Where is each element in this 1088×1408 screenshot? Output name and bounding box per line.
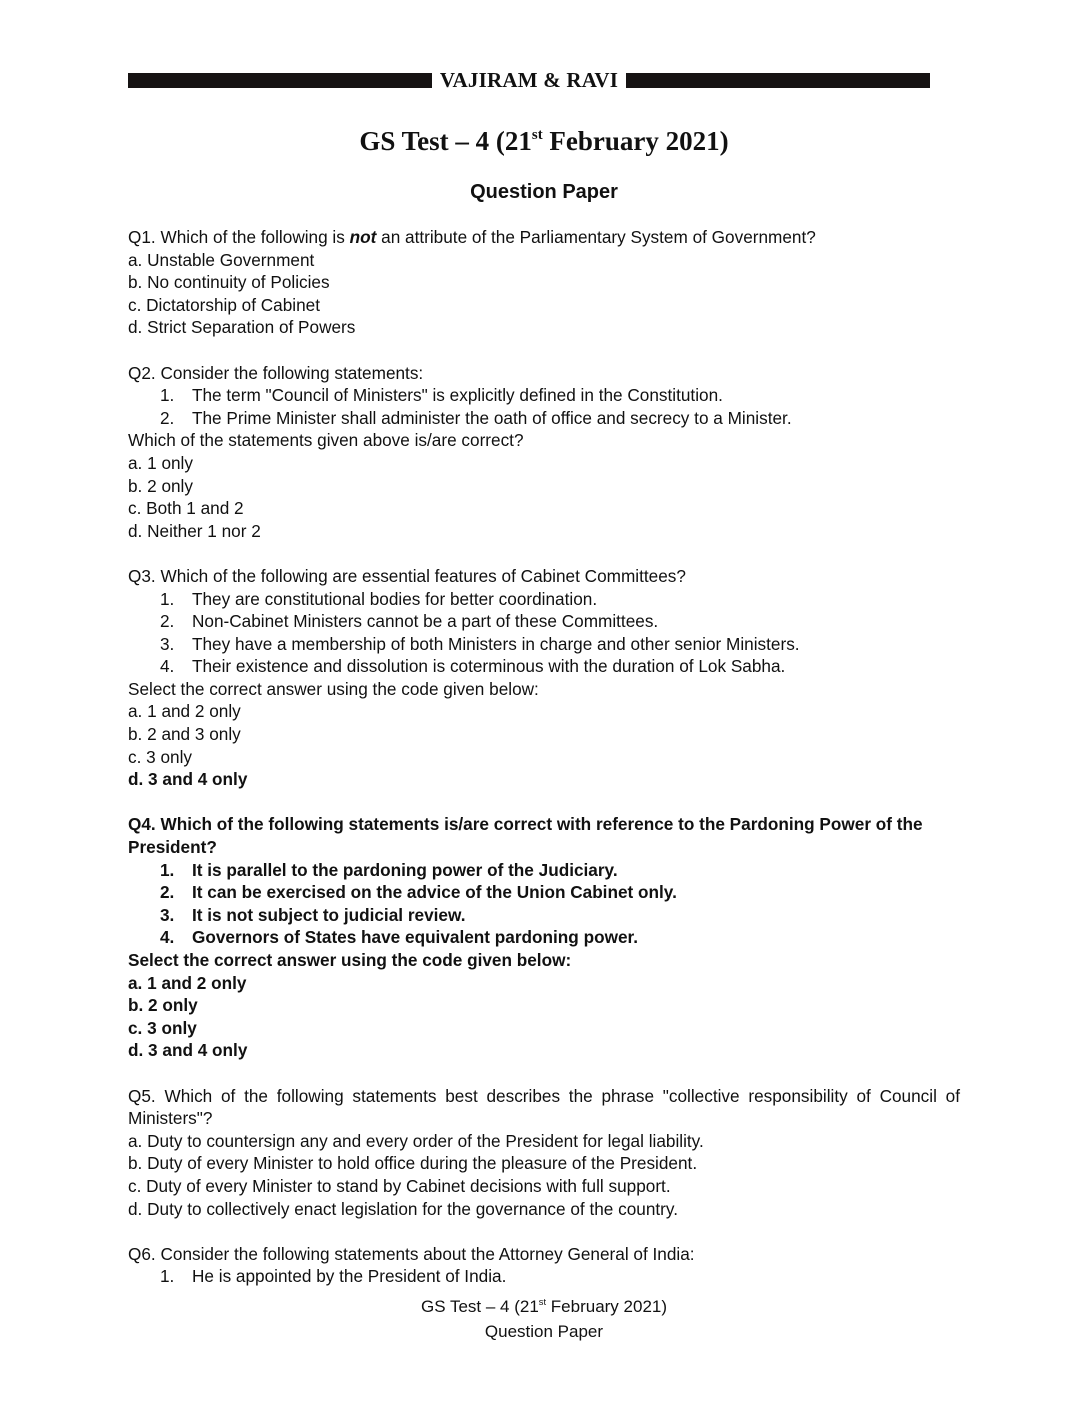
statement bbox=[128, 859, 960, 882]
banner-bar-left bbox=[128, 73, 432, 88]
spacer bbox=[128, 542, 960, 565]
option: a. 1 and 2 only bbox=[128, 972, 247, 993]
spacer bbox=[128, 791, 960, 814]
question-prompt bbox=[128, 226, 960, 249]
page-title bbox=[0, 126, 1088, 157]
question-q6 bbox=[128, 1243, 960, 1288]
option: c. Dictatorship of Cabinet bbox=[128, 294, 321, 315]
option: c. 3 only bbox=[128, 746, 193, 767]
question-prompt: Q6. Consider the following statements about the Attorney General of India: bbox=[128, 1243, 695, 1264]
statement-text: The Prime Minister shall administer the oath of office and secrecy to a Minister. bbox=[192, 407, 792, 428]
statement-text: Governors of States have equivalent pardoning power. bbox=[192, 927, 639, 948]
option: c. Both 1 and 2 bbox=[128, 498, 244, 519]
question-q5 bbox=[128, 1085, 960, 1221]
question-prompt: Q3. Which of the following are essential features of Cabinet Committees? bbox=[128, 565, 686, 586]
footer-title-superscript: st bbox=[538, 1297, 547, 1307]
option: b. 2 and 3 only bbox=[128, 724, 241, 745]
option: b. No continuity of Policies bbox=[128, 272, 330, 293]
option: c. Duty of every Minister to stand by Cabinet decisions with full support. bbox=[128, 1175, 671, 1196]
option: a. 1 and 2 only bbox=[128, 701, 241, 722]
option: b. Duty of every Minister to hold office during the pleasure of the President. bbox=[128, 1153, 698, 1174]
title-text-end: February 2021) bbox=[542, 126, 729, 156]
option: d. Duty to collectively enact legislation for the governance of the country. bbox=[128, 1198, 678, 1219]
statement bbox=[128, 384, 960, 407]
footer-title-text: GS Test – 4 (21 bbox=[420, 1297, 539, 1316]
statement-number: 4. bbox=[160, 656, 175, 677]
statement-text: It can be exercised on the advice of the Union Cabinet only. bbox=[192, 882, 677, 903]
option: b. 2 only bbox=[128, 995, 198, 1016]
statement-text: It is not subject to judicial review. bbox=[192, 904, 466, 925]
statement-number: 3. bbox=[160, 633, 175, 654]
question-instruction: Which of the statements given above is/are correct? bbox=[128, 430, 524, 451]
question-q4 bbox=[128, 813, 960, 1062]
spacer bbox=[128, 339, 960, 362]
statement-text: He is appointed by the President of India. bbox=[192, 1266, 507, 1287]
question-instruction: Select the correct answer using the code given below: bbox=[128, 950, 572, 970]
statement bbox=[128, 610, 960, 633]
option: a. 1 only bbox=[128, 452, 193, 473]
footer-title-text-end: February 2021) bbox=[546, 1297, 668, 1316]
statement-number: 2. bbox=[160, 407, 175, 428]
statement-text: It is parallel to the pardoning power of the Judiciary. bbox=[192, 859, 618, 880]
spacer bbox=[128, 1062, 960, 1085]
banner-bar-right bbox=[626, 73, 930, 88]
footer-title bbox=[0, 1294, 1088, 1319]
statement bbox=[128, 904, 960, 927]
statement bbox=[128, 633, 960, 656]
footer-subtitle: Question Paper bbox=[484, 1322, 604, 1341]
page-footer bbox=[0, 1294, 1088, 1344]
brand-banner bbox=[128, 70, 930, 90]
statement-number: 1. bbox=[160, 588, 175, 609]
question-q3 bbox=[128, 565, 960, 791]
question-instruction: Select the correct answer using the code given below: bbox=[128, 678, 539, 699]
option: d. Strict Separation of Powers bbox=[128, 317, 356, 338]
statement-text: They have a membership of both Ministers in charge and other senior Ministers. bbox=[192, 633, 800, 654]
statement-number: 4. bbox=[160, 927, 175, 948]
prompt-emphasis: not bbox=[349, 227, 377, 247]
statement-number: 1. bbox=[160, 859, 175, 880]
option: d. 3 and 4 only bbox=[128, 1040, 248, 1061]
statement-text: Non-Cabinet Ministers cannot be a part of these Committees. bbox=[192, 611, 659, 632]
title-text: GS Test – 4 (21 bbox=[359, 126, 532, 156]
statement bbox=[128, 407, 960, 430]
statement-text: Their existence and dissolution is coterminous with the duration of Lok Sabha. bbox=[192, 656, 786, 677]
statement-number: 2. bbox=[160, 611, 175, 632]
statement-text: They are constitutional bodies for better coordination. bbox=[192, 588, 598, 609]
title-superscript: st bbox=[531, 126, 543, 143]
question-prompt: Q5. Which of the following statements best describes the phrase "collective responsibility of Council of Ministers"? bbox=[128, 1085, 960, 1129]
option: d. 3 and 4 only bbox=[128, 769, 248, 790]
page-subtitle: Question Paper bbox=[470, 181, 618, 203]
option: b. 2 only bbox=[128, 475, 193, 496]
statement bbox=[128, 655, 960, 678]
question-q1 bbox=[128, 226, 960, 339]
option: d. Neither 1 nor 2 bbox=[128, 520, 261, 541]
question-list bbox=[128, 226, 960, 1288]
question-q2 bbox=[128, 362, 960, 543]
statement-number: 1. bbox=[160, 1266, 175, 1287]
spacer bbox=[128, 1220, 960, 1243]
option: a. Duty to countersign any and every order of the President for legal liability. bbox=[128, 1130, 704, 1151]
question-prompt: Q4. Which of the following statements is/are correct with reference to the Pardoning Power of the President? bbox=[128, 814, 923, 858]
prompt-text-end: an attribute of the Parliamentary System of Government? bbox=[376, 227, 816, 247]
question-prompt: Q2. Consider the following statements: bbox=[128, 362, 424, 383]
statement bbox=[128, 588, 960, 611]
statement-number: 2. bbox=[160, 882, 175, 903]
option: c. 3 only bbox=[128, 1017, 197, 1038]
statement bbox=[128, 926, 960, 949]
statement-number: 1. bbox=[160, 385, 175, 406]
statement bbox=[128, 1265, 960, 1288]
statement bbox=[128, 881, 960, 904]
option: a. Unstable Government bbox=[128, 249, 315, 270]
brand-name: VAJIRAM & RAVI bbox=[439, 68, 619, 92]
prompt-text: Q1. Which of the following is bbox=[128, 227, 350, 247]
statement-number: 3. bbox=[160, 904, 175, 925]
statement-text: The term "Council of Ministers" is explicitly defined in the Constitution. bbox=[192, 385, 723, 406]
